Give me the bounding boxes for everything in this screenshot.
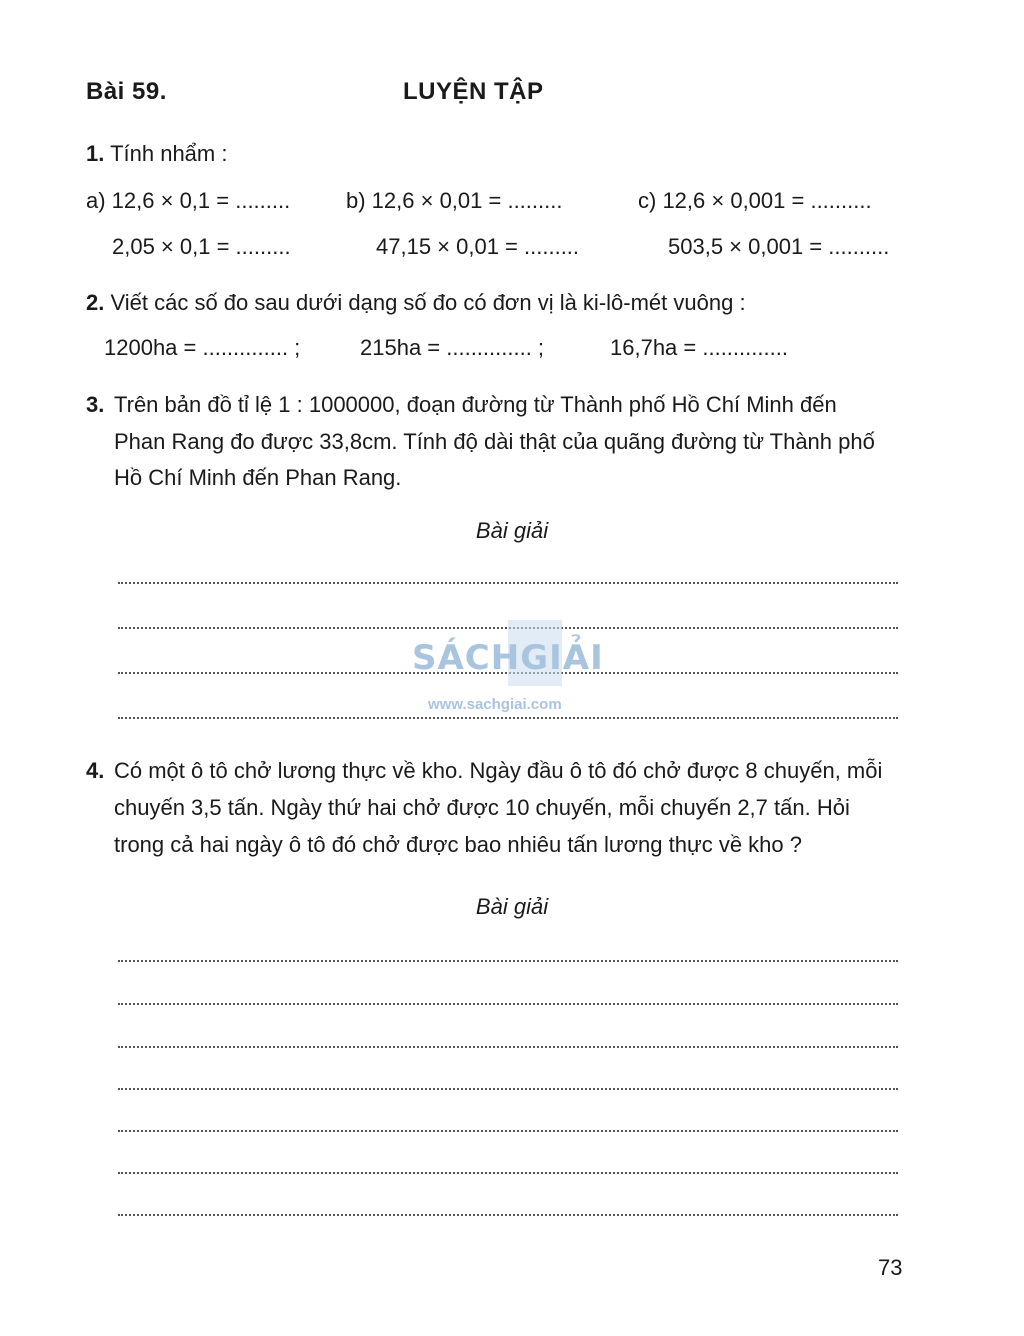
ex3-line-2: Phan Rang đo được 33,8cm. Tính độ dài thật của quãng đường từ Thành phố <box>114 429 875 454</box>
watermark-brand-right: GIẢI <box>520 638 604 678</box>
exercise-1-prompt: Tính nhẩm : <box>110 141 228 166</box>
ex2-item-2: 215ha = .............. ; <box>360 335 545 360</box>
ex4-answer-line-3 <box>118 1046 898 1048</box>
ex4-line-2: chuyến 3,5 tấn. Ngày thứ hai chở được 10 chuyến, mỗi chuyến 2,7 tấn. Hỏi <box>114 795 850 820</box>
ex4-answer-line-7 <box>118 1214 898 1216</box>
exercise-3-number: 3. <box>86 392 105 417</box>
ex1-b-row1: b) 12,6 × 0,01 = ......... <box>346 188 563 213</box>
exercise-2-prompt: Viết các số đo sau dưới dạng số đo có đơn vị là ki-lô-mét vuông : <box>110 290 746 315</box>
ex1-a-row2: 2,05 × 0,1 = ......... <box>112 234 291 259</box>
ex4-answer-line-2 <box>118 1003 898 1005</box>
ex4-line-1: Có một ô tô chở lương thực về kho. Ngày đầu ô tô đó chở được 8 chuyến, mỗi <box>114 758 883 783</box>
exercise-2-heading <box>86 290 746 316</box>
ex2-item-3: 16,7ha = .............. <box>610 335 788 360</box>
ex1-b-row2: 47,15 × 0,01 = ......... <box>376 234 580 259</box>
ex3-line-1: Trên bản đồ tỉ lệ 1 : 1000000, đoạn đường từ Thành phố Hồ Chí Minh đến <box>114 392 837 417</box>
ex1-c-row2: 503,5 × 0,001 = .......... <box>668 234 890 259</box>
ex1-c-row1: c) 12,6 × 0,001 = .......... <box>638 188 872 213</box>
lesson-number: Bài 59. <box>86 78 167 105</box>
ex4-answer-line-1 <box>118 960 898 962</box>
ex4-answer-line-5 <box>118 1130 898 1132</box>
exercise-1-heading <box>86 141 227 167</box>
exercise-1-number: 1. <box>86 141 105 166</box>
ex4-solution-label: Bài giải <box>475 894 549 919</box>
watermark-brand <box>412 638 604 678</box>
exercise-2-number: 2. <box>86 290 105 315</box>
watermark-url: www.sachgiai.com <box>428 696 562 713</box>
ex3-answer-line-4 <box>118 717 898 719</box>
page-title: LUYỆN TẬP <box>403 78 544 105</box>
ex4-line-3: trong cả hai ngày ô tô đó chở được bao nhiêu tấn lương thực về kho ? <box>114 832 802 857</box>
ex3-line-3: Hồ Chí Minh đến Phan Rang. <box>114 465 402 490</box>
ex1-a-row1: a) 12,6 × 0,1 = ......... <box>86 188 291 213</box>
watermark-brand-left: SÁCH <box>412 638 521 678</box>
exercise-4-number: 4. <box>86 758 105 783</box>
ex3-solution-label: Bài giải <box>475 518 549 543</box>
ex4-answer-line-4 <box>118 1088 898 1090</box>
page-number: 73 <box>878 1255 903 1280</box>
ex3-answer-line-1 <box>118 582 898 584</box>
ex2-item-1: 1200ha = .............. ; <box>104 335 301 360</box>
ex4-answer-line-6 <box>118 1172 898 1174</box>
